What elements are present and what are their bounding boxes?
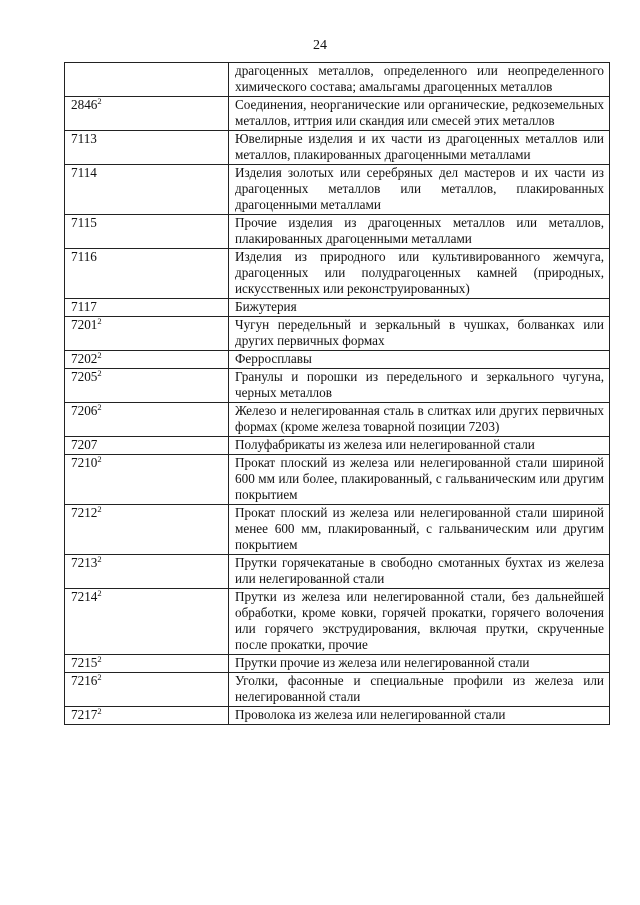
description-cell: Железо и нелегированная сталь в слитках или других первичных формах (кроме железа товарной позиции 7203) <box>229 403 610 437</box>
description-cell: Уголки, фасонные и специальные профили из железа или нелегированной стали <box>229 673 610 707</box>
table-row <box>65 437 610 455</box>
code-value: 7215 <box>71 655 98 670</box>
table-row <box>65 351 610 369</box>
code-footnote-marker: 2 <box>97 350 102 360</box>
code-footnote-marker: 2 <box>97 554 102 564</box>
description-cell: Ювелирные изделия и их части из драгоценных металлов или металлов, плакированных драгоценными металлами <box>229 131 610 165</box>
code-cell <box>65 369 229 403</box>
code-value: 2846 <box>71 97 98 112</box>
code-footnote-marker: 2 <box>97 672 102 682</box>
description-cell: Гранулы и порошки из передельного и зеркального чугуна, черных металлов <box>229 369 610 403</box>
code-footnote-marker: 2 <box>97 454 102 464</box>
description-cell: Проволока из железа или нелегированной стали <box>229 707 610 725</box>
description-cell: Изделия золотых или серебряных дел мастеров и их части из драгоценных металлов или металлов, плакированных драгоценными металлами <box>229 165 610 215</box>
code-value: 7116 <box>71 249 97 264</box>
code-footnote-marker: 2 <box>97 706 102 716</box>
description-cell: Соединения, неорганические или органические, редкоземельных металлов, иттрия или скандия или смесей этих металлов <box>229 97 610 131</box>
tnved-code-table <box>64 62 610 725</box>
code-value: 7113 <box>71 131 97 146</box>
description-cell: Прутки из железа или нелегированной стали, без дальнейшей обработки, кроме ковки, горячей прокатки, горячего волочения или горячего экструдирования, включая прутки, скрученные после прокатки, прочие <box>229 589 610 655</box>
code-value: 7202 <box>71 351 98 366</box>
code-footnote-marker: 2 <box>97 654 102 664</box>
code-value: 7213 <box>71 555 98 570</box>
description-cell: Прочие изделия из драгоценных металлов или металлов, плакированных драгоценными металлами <box>229 215 610 249</box>
table-row <box>65 63 610 97</box>
code-cell <box>65 589 229 655</box>
table-row <box>65 299 610 317</box>
description-cell: Прокат плоский из железа или нелегированной стали шириной менее 600 мм, плакированный, с гальваническим или другим покрытием <box>229 505 610 555</box>
code-footnote-marker: 2 <box>97 316 102 326</box>
description-cell: Прутки прочие из железа или нелегированной стали <box>229 655 610 673</box>
description-cell: Чугун передельный и зеркальный в чушках, болванках или других первичных формах <box>229 317 610 351</box>
code-cell <box>65 437 229 455</box>
code-cell <box>65 249 229 299</box>
code-cell <box>65 351 229 369</box>
description-cell: Изделия из природного или культивированного жемчуга, драгоценных или полудрагоценных камней (природных, искусственных или реконструированных) <box>229 249 610 299</box>
table-row <box>65 655 610 673</box>
description-cell: Прокат плоский из железа или нелегированной стали шириной 600 мм или более, плакированный, с гальваническим или другим покрытием <box>229 455 610 505</box>
code-value: 7205 <box>71 369 98 384</box>
code-cell <box>65 215 229 249</box>
description-cell: Прутки горячекатаные в свободно смотанных бухтах из железа или нелегированной стали <box>229 555 610 589</box>
code-value: 7212 <box>71 505 98 520</box>
code-cell <box>65 555 229 589</box>
table-row <box>65 707 610 725</box>
code-cell <box>65 505 229 555</box>
table-body <box>65 63 610 725</box>
table-row <box>65 455 610 505</box>
code-cell <box>65 655 229 673</box>
code-footnote-marker: 2 <box>97 588 102 598</box>
table-row <box>65 165 610 215</box>
table-row <box>65 555 610 589</box>
code-cell <box>65 97 229 131</box>
code-value: 7217 <box>71 707 98 722</box>
table-row <box>65 97 610 131</box>
code-footnote-marker: 2 <box>97 96 102 106</box>
code-footnote-marker: 2 <box>97 402 102 412</box>
code-footnote-marker: 2 <box>97 368 102 378</box>
code-cell <box>65 165 229 215</box>
code-value: 7207 <box>71 437 98 452</box>
code-value: 7210 <box>71 455 98 470</box>
code-cell <box>65 299 229 317</box>
description-cell: Полуфабрикаты из железа или нелегированной стали <box>229 437 610 455</box>
code-cell <box>65 317 229 351</box>
code-cell <box>65 707 229 725</box>
description-cell: Бижутерия <box>229 299 610 317</box>
description-cell: драгоценных металлов, определенного или неопределенного химического состава; амальгамы драгоценных металлов <box>229 63 610 97</box>
code-cell <box>65 673 229 707</box>
description-cell: Ферросплавы <box>229 351 610 369</box>
page-number: 24 <box>313 38 327 53</box>
table-row <box>65 369 610 403</box>
code-cell <box>65 403 229 437</box>
code-value: 7115 <box>71 215 97 230</box>
table-row <box>65 215 610 249</box>
table-row <box>65 673 610 707</box>
code-footnote-marker: 2 <box>97 504 102 514</box>
code-value: 7201 <box>71 317 98 332</box>
code-value: 7206 <box>71 403 98 418</box>
table-row <box>65 131 610 165</box>
code-value: 7214 <box>71 589 98 604</box>
table-row <box>65 589 610 655</box>
code-value: 7114 <box>71 165 97 180</box>
code-value: 7216 <box>71 673 98 688</box>
code-value: 7117 <box>71 299 97 314</box>
code-cell <box>65 455 229 505</box>
table-row <box>65 249 610 299</box>
table-row <box>65 505 610 555</box>
table-row <box>65 403 610 437</box>
table-row <box>65 317 610 351</box>
code-cell <box>65 131 229 165</box>
code-cell <box>65 63 229 97</box>
